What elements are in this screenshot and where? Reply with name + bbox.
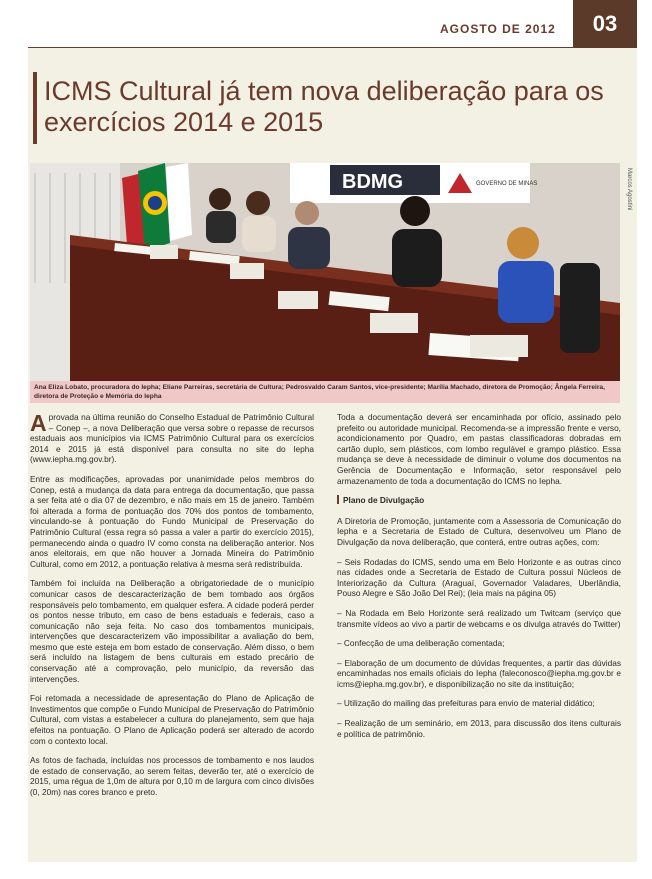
list-item: – Utilização do mailing das prefeituras para envio de material didático;	[337, 698, 595, 709]
subheading	[337, 495, 621, 506]
photo-logo-text: GOVERNO DE MINAS	[476, 181, 538, 187]
body-paragraph: Entre as modificações, aprovadas por unanimidade pelos membros do Conep, está a mudança da data para entrega da documentação, que passa a ser feita até o dia 07 de dezembro, e não mais em 15 de janeiro. Também foi alterada a forma de pontuação dos 70% dos pontos de tombamento, vinculando-se à pontuação do Fundo Municipal de Preservação do Patrimônio Cultural (essa regra só passa a valer a partir do exercício 2015), permanecendo ainda o quadro IV como consta na deliberação anterior. Nos anos eleitorais, em que não houver a Jornada Mineira do Patrimônio Cultural, como em 2012, a pontuação relativa à mesma será redistribuída.	[30, 473, 314, 569]
body-paragraph: Foi retomada a necessidade de apresentação do Plano de Aplicação de Investimentos que compõe o Fundo Municipal de Preservação do Patrimônio Cultural, com vistas a estabelecer a cultura do planejamento, sem que haja efeitos na pontuação. O Plano de Aplicação poderá ser alterado de acordo com o contexto local.	[30, 693, 314, 746]
left-column	[30, 412, 314, 807]
body-paragraph: A Diretoria de Promoção, juntamente com a Assessoria de Comunicação do Iepha e a Secretaria de Estado de Cultura, desenvolveu um Plano de Divulgação da nova deliberação, que conterá, entre outras ações, com:	[337, 515, 621, 547]
body-paragraph: Também foi incluída na Deliberação a obrigatoriedade de o município comunicar casos de descaracterização de bem tombado aos órgãos responsáveis pelo tombamento, em qualquer esfera. A cidade poderá perder os pontos nesse tributo, em caso de bens estaduais e federais, caso a comunicação não seja feita. No caso dos tombamentos municipais, intervenções que descaracterizem vão impossibilitar a avaliação do bem, mesmo que este esteja em bom estado de conservação. Além disso, o bem será incluído na listagem de bens culturais em estado precário de conservação até a comprovação, pelo município, da reversão das intervenções.	[30, 578, 314, 684]
body-paragraph: As fotos de fachada, incluídas nos processos de tombamento e nos laudos de estado de conservação, ao serem feitas, deverão ter, até o exercício de 2015, uma régua de 1,0m de altura por 0,10 m de largura com cinco divisões (0, 20m) nas cores branco e preto.	[30, 755, 314, 797]
subheading-text: Plano de Divulgação	[343, 495, 425, 506]
article-title: ICMS Cultural já tem nova deliberação para os exercícios 2014 e 2015	[44, 76, 604, 137]
photo-credit: Marcos Agostini	[626, 168, 632, 211]
header-date: AGOSTO DE 2012	[440, 22, 556, 36]
list-item: – Confecção de uma deliberação comentada;	[337, 638, 505, 649]
right-column	[337, 412, 621, 748]
page-number: 03	[573, 0, 637, 48]
photo-caption: Ana Eliza Lobato, procuradora do Iepha; Eliane Parreiras, secretária de Cultura; Pedrosvaldo Caram Santos, vice-presidente; Marília Machado, diretora de Promoção; Ângela Ferreira, diretora de Proteção e Memória do Iepha	[30, 381, 620, 403]
subheading-bar	[337, 495, 339, 504]
drop-cap: A	[30, 410, 47, 436]
article-photo	[30, 163, 620, 381]
intro-text: provada na última reunião do Conselho Estadual de Patrimônio Cultural – Conep –, a nova Deliberação que versa sobre o repasse de recursos estaduais aos municípios via ICMS Patrimônio Cultural para os exercícios 2014 e 2015 já está disponível para consulta no site do Iepha (www.iepha.mg.gov.br).	[30, 412, 314, 465]
photo-sign-text: BDMG	[342, 171, 404, 193]
list-item: – Seis Rodadas do ICMS, sendo uma em Belo Horizonte e as outras cinco nas cidades onde a Secretaria de Estado de Cultura possui Núcleos de Interiorização da Cultura (Araguaí, Governador Valadares, Uberlândia, Pouso Alegre e São João Del Rei); (leia mais na página 05)	[337, 556, 621, 599]
list-item: – Realização de um seminário, em 2013, para discussão dos itens culturais e política de patrimônio.	[337, 718, 621, 739]
list-item: – Elaboração de um documento de dúvidas frequentes, a partir das dúvidas encaminhadas nos emails oficiais do Iepha (faleconosco@iepha.mg.gov.br e icms@iepha.mg.gov.br), e disponibilização no site da instituição;	[337, 657, 621, 689]
meeting-photo-illustration	[30, 163, 620, 381]
title-accent-bar	[33, 72, 37, 144]
list-item: – Na Rodada em Belo Horizonte será realizado um Twitcam (serviço que transmite vídeos ao vivo a partir de webcams e os divulga através do Twitter)	[337, 607, 621, 629]
header-rule	[28, 47, 573, 48]
intro-paragraph	[30, 412, 314, 465]
body-paragraph: Toda a documentação deverá ser encaminhada por ofício, assinado pelo prefeito ou autoridade municipal. Recomenda-se a impressão frente e verso, acondicionamento por Quadro, em pastas classificadoras dobradas em cartão duplo, sem plásticos, com lombo regulável e grampo plástico. Essa mudança se deve à necessidade de diminuir o volume dos documentos na Gerência de Documentação e Informação, setor responsável pelo armazenamento de toda a documentação do ICMS no Iepha.	[337, 412, 621, 486]
